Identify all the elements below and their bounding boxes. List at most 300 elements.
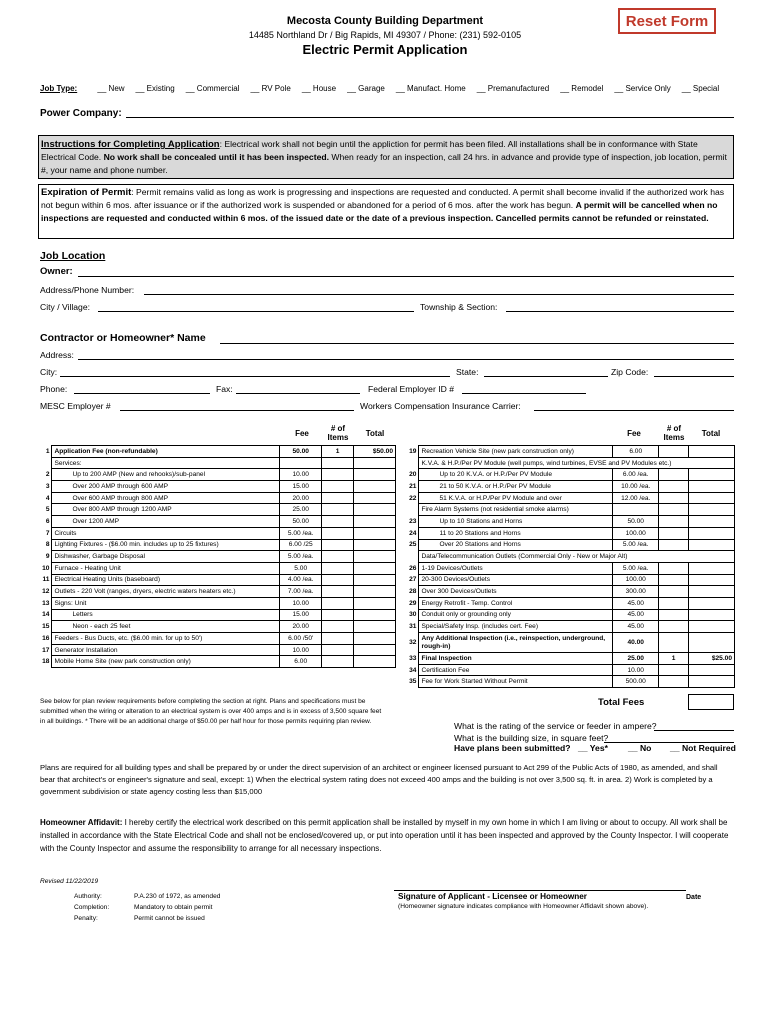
fee-row <box>405 597 735 609</box>
contractor-title: Contractor or Homeowner* Name <box>40 332 206 344</box>
fee-item-fee: 5.00 /ea. <box>280 527 322 539</box>
fee-item-count-field[interactable] <box>659 633 689 653</box>
job-type-option[interactable]: __ Existing <box>135 84 175 93</box>
fee-row <box>38 481 396 493</box>
instructions-heading: Instructions for Completing Application <box>41 139 220 150</box>
state-label: State: <box>456 367 479 377</box>
fee-item-count-field[interactable] <box>659 469 689 481</box>
fee-row <box>405 574 735 586</box>
fee-item-description: Over 1200 AMP <box>52 516 280 528</box>
fee-item-number: 7 <box>38 527 52 539</box>
contractor-city-field[interactable] <box>60 376 450 377</box>
fee-item-count-field[interactable] <box>659 586 689 598</box>
fee-item-description: Up to 200 AMP (New and rehooks)/sub-panel <box>52 469 280 481</box>
total-fees-label: Total Fees <box>598 697 645 708</box>
city-village-field[interactable] <box>98 311 414 312</box>
affidavit-heading: Homeowner Affidavit: <box>40 818 123 827</box>
fee-item-fee: 15.00 <box>280 481 322 493</box>
plans-not-required-option[interactable]: __ Not Required <box>670 743 736 753</box>
plans-yes-option[interactable]: __ Yes* <box>578 743 608 753</box>
fee-item-description: 20-300 Devices/Outlets <box>419 574 613 586</box>
fee-item-total-field[interactable]: $50.00 <box>354 446 396 458</box>
job-type-option[interactable]: __ RV Pole <box>250 84 291 93</box>
fee-item-description: Services: <box>52 457 280 469</box>
fee-item-number: 30 <box>405 609 419 621</box>
fee-row <box>405 516 735 528</box>
fee-table-left <box>38 445 396 668</box>
power-company-field[interactable] <box>126 117 734 118</box>
fee-item-description: Over 200 AMP through 600 AMP <box>52 481 280 493</box>
fee-row <box>38 633 396 645</box>
total-fees-field[interactable] <box>688 694 734 710</box>
fee-item-description: Outlets - 220 Volt (ranges, dryers, electric waters heaters etc.) <box>52 586 280 598</box>
fee-row <box>38 644 396 656</box>
federal-id-label: Federal Employer ID # <box>368 384 454 394</box>
fee-item-description: Data/Telecommunication Outlets (Commercial Only - New or Major Alt) <box>419 551 735 563</box>
fee-item-description: Generator Installation <box>52 644 280 656</box>
fee-row <box>405 481 735 493</box>
fee-item-number: 32 <box>405 633 419 653</box>
city-village-label: City / Village: <box>40 302 90 312</box>
fee-item-fee: 25.00 <box>280 504 322 516</box>
fee-item-fee: 500.00 <box>613 676 659 688</box>
fee-row <box>405 469 735 481</box>
fee-item-number: 1 <box>38 446 52 458</box>
fee-row <box>405 504 735 516</box>
job-type-option[interactable]: __ Remodel <box>560 84 604 93</box>
fee-item-count-field[interactable] <box>322 597 354 609</box>
fee-item-description: 1-19 Devices/Outlets <box>419 562 613 574</box>
fee-item-description: Letters <box>52 609 280 621</box>
fee-item-number: 22 <box>405 492 419 504</box>
fee-item-fee: 100.00 <box>613 527 659 539</box>
fee-item-number: 34 <box>405 664 419 676</box>
fee-item-count-field[interactable]: 1 <box>659 653 689 665</box>
fee-item-fee <box>280 457 322 469</box>
fee-item-number: 3 <box>38 481 52 493</box>
fee-row <box>38 527 396 539</box>
fee-row <box>38 597 396 609</box>
fee-item-count-field[interactable] <box>322 481 354 493</box>
fax-field[interactable] <box>236 393 360 394</box>
fee-item-total-field[interactable] <box>354 656 396 668</box>
fee-row <box>405 633 735 653</box>
job-type-option[interactable]: __ House <box>301 84 337 93</box>
expiration-heading: Expiration of Permit <box>41 187 132 198</box>
fee-item-number: 19 <box>405 446 419 458</box>
mesc-field[interactable] <box>120 410 354 411</box>
plans-requirement-paragraph: Plans are required for all building types and shall be prepared by or under the direct supervision of an architect or engineer licensed pursuant to Act 299 of the Public Acts of 1980, as amended, and shall bear that architect's or engineer's signature and seal, except: 1) When the electrical system rating does not exceed 400 amps and the building is not over 3,500 sq. ft. in area. 2) Work is completed by a government subdivision or state agency costing less than $15,000 <box>40 763 718 796</box>
workers-comp-field[interactable] <box>534 410 734 411</box>
fee-item-count-field[interactable] <box>322 492 354 504</box>
fee-item-count-field[interactable] <box>322 469 354 481</box>
fee-item-total-field[interactable] <box>689 676 735 688</box>
fee-item-total-field[interactable] <box>689 527 735 539</box>
fee-item-count-field[interactable] <box>659 609 689 621</box>
instructions-text: : Electrical work shall not begin until the appliction for permit has been filed. All installations shall be in conformance with State Electrical Code. <box>41 139 698 162</box>
fee-item-count-field[interactable] <box>659 481 689 493</box>
fee-item-count-field[interactable] <box>659 516 689 528</box>
fee-item-fee: 10.00 <box>280 469 322 481</box>
fee-item-number: 15 <box>38 621 52 633</box>
township-field[interactable] <box>506 311 734 312</box>
job-type-option[interactable]: __ Premanufactured <box>476 84 550 93</box>
fee-item-total-field[interactable] <box>689 586 735 598</box>
fee-item-count-field[interactable] <box>659 676 689 688</box>
reset-form-button[interactable]: Reset Form <box>618 8 716 34</box>
fee-item-description: Fee for Work Started Without Permit <box>419 676 613 688</box>
fee-item-total-field[interactable] <box>689 621 735 633</box>
job-type-option[interactable]: __ New <box>97 84 125 93</box>
fee-item-number <box>38 457 52 469</box>
fee-item-fee: 45.00 <box>613 597 659 609</box>
fee-item-description: 11 to 20 Stations and Horns <box>419 527 613 539</box>
fee-item-description: Special/Safety Insp. (includes cert. Fee) <box>419 621 613 633</box>
fee-item-total-field[interactable] <box>689 504 735 516</box>
fee-item-description: Signs: Unit <box>52 597 280 609</box>
fee-item-description: K.V.A. & H.P./Per PV Module (well pumps, wind turbines, EVSE and PV Modules etc.) <box>419 457 735 469</box>
fee-row <box>38 586 396 598</box>
fee-item-total-field[interactable] <box>689 633 735 653</box>
power-company-label: Power Company: <box>40 108 122 119</box>
fee-row <box>38 656 396 668</box>
fee-item-number: 17 <box>38 644 52 656</box>
plans-submitted-question: Have plans been submitted? <box>454 743 571 753</box>
fee-row <box>405 539 735 551</box>
fee-item-description: Electrical Heating Units (baseboard) <box>52 574 280 586</box>
fee-item-count-field[interactable] <box>659 664 689 676</box>
fee-item-description: Dishwasher, Garbage Disposal <box>52 551 280 563</box>
phone-field[interactable] <box>74 393 210 394</box>
job-type-option[interactable]: __ Service Only <box>614 84 671 93</box>
fee-row <box>405 653 735 665</box>
owner-label: Owner: <box>40 266 73 277</box>
fee-item-number: 5 <box>38 504 52 516</box>
fee-item-fee: 100.00 <box>613 574 659 586</box>
fee-item-number <box>405 457 419 469</box>
fee-item-number: 8 <box>38 539 52 551</box>
fee-item-count-field[interactable] <box>322 539 354 551</box>
total-header-right: Total <box>701 429 721 438</box>
fee-item-description: Lighting Fixtures - ($6.00 min. includes up to 25 fixtures) <box>52 539 280 551</box>
fee-row <box>405 664 735 676</box>
fee-item-count-field[interactable] <box>659 446 689 458</box>
fee-item-number: 26 <box>405 562 419 574</box>
job-type-option[interactable]: __ Commercial <box>185 84 240 93</box>
fee-row <box>405 621 735 633</box>
federal-id-field[interactable] <box>462 393 586 394</box>
homeowner-affidavit <box>40 816 734 855</box>
fee-item-total-field[interactable] <box>354 469 396 481</box>
fee-row <box>38 457 396 469</box>
fee-row <box>38 609 396 621</box>
fee-item-fee: 12.00 /ea. <box>613 492 659 504</box>
contractor-address-label: Address: <box>40 350 74 360</box>
owner-field[interactable] <box>78 276 734 277</box>
fee-item-number: 23 <box>405 516 419 528</box>
fee-item-fee: 40.00 <box>613 633 659 653</box>
fee-item-fee: 5.00 /ea. <box>280 551 322 563</box>
fee-item-total-field[interactable] <box>354 551 396 563</box>
fee-item-fee: 50.00 <box>613 516 659 528</box>
fee-item-total-field[interactable] <box>354 457 396 469</box>
fee-item-fee: 45.00 <box>613 621 659 633</box>
fee-item-count-field[interactable] <box>659 527 689 539</box>
fee-item-total-field[interactable] <box>354 597 396 609</box>
job-type-option[interactable]: __ Manufact. Home <box>395 84 466 93</box>
fee-item-number: 21 <box>405 481 419 493</box>
fee-item-total-field[interactable] <box>689 597 735 609</box>
fee-item-total-field[interactable] <box>354 621 396 633</box>
penalty-value: Permit cannot be issued <box>134 915 205 922</box>
fee-item-number: 6 <box>38 516 52 528</box>
state-field[interactable] <box>484 376 608 377</box>
expiration-text: : Permit remains valid as long as work is progressing and inspections are requested and conducted. A permit shall become invalid if the authorized work has not begun within 6 mos. after issuance or if the authorized work is suspended or abandoned for a period of 6 mos. after the work has begun. <box>41 187 725 210</box>
fee-item-number: 29 <box>405 597 419 609</box>
fee-item-count-field[interactable] <box>322 457 354 469</box>
fee-item-fee: 5.00 <box>280 562 322 574</box>
fee-item-count-field[interactable] <box>322 609 354 621</box>
fee-header-right: Fee <box>627 429 641 438</box>
fee-item-number <box>405 551 419 563</box>
fee-item-count-field[interactable] <box>322 574 354 586</box>
fee-item-total-field[interactable] <box>354 516 396 528</box>
fee-item-number: 12 <box>38 586 52 598</box>
fee-item-total-field[interactable] <box>689 469 735 481</box>
fee-row <box>405 586 735 598</box>
fee-row <box>405 551 735 563</box>
fee-item-number: 25 <box>405 539 419 551</box>
fee-item-fee: 20.00 <box>280 621 322 633</box>
penalty-label: Penalty: <box>74 915 98 922</box>
items-header-right: # of Items <box>663 424 685 442</box>
workers-comp-label: Workers Compensation Insurance Carrier: <box>360 401 521 411</box>
fee-item-description: Circuits <box>52 527 280 539</box>
fee-item-number: 10 <box>38 562 52 574</box>
fee-item-count-field[interactable] <box>659 492 689 504</box>
phone-label: Phone: <box>40 384 68 394</box>
fee-item-description: Mobile Home Site (new park construction only) <box>52 656 280 668</box>
fee-item-number: 14 <box>38 609 52 621</box>
fee-item-description: Up to 10 Stations and Horns <box>419 516 613 528</box>
fee-row <box>405 446 735 458</box>
fee-item-number: 4 <box>38 492 52 504</box>
fee-item-count-field[interactable] <box>322 586 354 598</box>
contractor-address-field[interactable] <box>78 359 734 360</box>
fee-item-description: Furnace - Heating Unit <box>52 562 280 574</box>
fee-item-total-field[interactable] <box>689 492 735 504</box>
fee-row <box>38 504 396 516</box>
fee-item-count-field[interactable] <box>659 504 689 516</box>
page-title: Electric Permit Application <box>302 42 468 57</box>
job-type-option[interactable]: __ Garage <box>347 84 385 93</box>
fee-item-count-field[interactable] <box>322 516 354 528</box>
fee-item-description: Over 800 AMP through 1200 AMP <box>52 504 280 516</box>
fee-row <box>38 469 396 481</box>
fee-item-total-field[interactable] <box>689 446 735 458</box>
township-label: Township & Section: <box>420 302 498 312</box>
fee-item-fee: 300.00 <box>613 586 659 598</box>
contractor-city-label: City: <box>40 367 58 377</box>
completion-value: Mandatory to obtain permit <box>134 904 213 911</box>
fee-item-fee: 5.00 /ea. <box>613 562 659 574</box>
fee-item-total-field[interactable] <box>354 586 396 598</box>
fee-row <box>38 446 396 458</box>
address-phone-field[interactable] <box>144 294 734 295</box>
expiration-box <box>38 184 734 239</box>
fee-item-number: 20 <box>405 469 419 481</box>
fee-item-fee: 10.00 /ea. <box>613 481 659 493</box>
fee-item-total-field[interactable] <box>354 633 396 645</box>
fee-item-description: Certification Fee <box>419 664 613 676</box>
plans-no-option[interactable]: __ No <box>628 743 652 753</box>
fee-item-count-field[interactable] <box>659 597 689 609</box>
total-header-left: Total <box>365 429 385 438</box>
instructions-bold: No work shall be concealed until it has been inspected. <box>103 152 329 162</box>
fee-row <box>405 527 735 539</box>
fee-item-fee: 10.00 <box>613 664 659 676</box>
revised-date: Revised 11/22/2019 <box>40 878 99 885</box>
fee-row <box>38 574 396 586</box>
fee-item-total-field[interactable]: $25.00 <box>689 653 735 665</box>
job-type-option[interactable]: __ Special <box>681 84 720 93</box>
fee-item-number: 27 <box>405 574 419 586</box>
fee-row <box>38 492 396 504</box>
instructions-box <box>38 135 734 179</box>
fee-item-description: Application Fee (non-refundable) <box>52 446 280 458</box>
expiration-bold: A permit will be cancelled when no inspections are requested and conducted within 6 mos. of the issued date or the date of a previous inspection. Cancelled permits cannot be refunded or reinstated. <box>41 200 718 223</box>
fee-item-count-field[interactable] <box>322 562 354 574</box>
contractor-name-field[interactable] <box>220 343 734 344</box>
fee-item-fee <box>613 504 659 516</box>
fee-item-number: 13 <box>38 597 52 609</box>
fee-item-number: 31 <box>405 621 419 633</box>
fee-item-fee: 50.00 <box>280 516 322 528</box>
fee-item-number: 9 <box>38 551 52 563</box>
service-rating-question: What is the rating of the service or feeder in ampere? <box>454 721 657 731</box>
fee-item-count-field[interactable] <box>659 539 689 551</box>
fee-item-number: 24 <box>405 527 419 539</box>
fee-item-count-field[interactable]: 1 <box>322 446 354 458</box>
fee-item-description: Neon - each 25 feet <box>52 621 280 633</box>
fee-item-count-field[interactable] <box>322 656 354 668</box>
completion-label: Completion: <box>74 904 110 911</box>
fee-item-total-field[interactable] <box>354 644 396 656</box>
fee-item-total-field[interactable] <box>689 481 735 493</box>
fee-item-total-field[interactable] <box>354 562 396 574</box>
fee-item-description: Over 600 AMP through 800 AMP <box>52 492 280 504</box>
fee-row <box>38 539 396 551</box>
fee-item-total-field[interactable] <box>354 574 396 586</box>
fee-item-description: 51 K.V.A. or H.P./Per PV Module and over <box>419 492 613 504</box>
fee-item-count-field[interactable] <box>322 644 354 656</box>
fee-table-right <box>405 445 735 688</box>
fee-row <box>38 621 396 633</box>
fee-row <box>405 609 735 621</box>
fee-item-count-field[interactable] <box>659 621 689 633</box>
fee-item-total-field[interactable] <box>689 516 735 528</box>
affidavit-text: I hereby certify the electrical work described on this permit application shall be installed by myself in my own home in which I am living or about to occupy. All work shall be installed in accordance with the State Electrical Code and shall not be enclosed/covered up, or put into operation until it has been inspected and approved by the County Inspector. I will cooperate with the County Inspector and assume the responsibility to arrange for all necessary inspections. <box>40 818 729 853</box>
fee-item-count-field[interactable] <box>659 562 689 574</box>
fee-item-fee: 20.00 <box>280 492 322 504</box>
address-phone-label: Address/Phone Number: <box>40 285 135 295</box>
fee-item-description: Conduit only or grounding only <box>419 609 613 621</box>
fee-item-fee: 6.00 <box>280 656 322 668</box>
fee-item-total-field[interactable] <box>354 527 396 539</box>
fee-item-number: 33 <box>405 653 419 665</box>
fee-item-fee: 10.00 <box>280 644 322 656</box>
fee-item-total-field[interactable] <box>354 492 396 504</box>
fee-item-description: Feeders - Bus Ducts, etc. ($6.00 min. for up to 50') <box>52 633 280 645</box>
fee-item-number: 11 <box>38 574 52 586</box>
fee-item-total-field[interactable] <box>689 664 735 676</box>
fee-item-description: Any Additional Inspection (i.e., reinspection, underground, rough-in) <box>419 633 613 653</box>
fee-item-total-field[interactable] <box>689 609 735 621</box>
fee-item-count-field[interactable] <box>659 574 689 586</box>
fee-row <box>405 676 735 688</box>
fee-item-total-field[interactable] <box>354 481 396 493</box>
job-type-row <box>40 84 730 93</box>
fee-item-description: 21 to 50 K.V.A. or H.P./Per PV Module <box>419 481 613 493</box>
fee-item-number <box>405 504 419 516</box>
mesc-label: MESC Employer # <box>40 401 111 411</box>
zip-field[interactable] <box>654 376 734 377</box>
fee-row <box>405 492 735 504</box>
fee-item-number: 35 <box>405 676 419 688</box>
fee-item-count-field[interactable] <box>322 527 354 539</box>
fee-row <box>405 562 735 574</box>
fee-item-description: Recreation Vehicle Site (new park construction only) <box>419 446 613 458</box>
fee-item-total-field[interactable] <box>689 562 735 574</box>
items-header-left: # of Items <box>327 424 349 442</box>
signature-note: (Homeowner signature indicates compliance with Homeowner Affidavit shown above). <box>398 903 649 910</box>
fee-item-total-field[interactable] <box>354 609 396 621</box>
authority-label: Authority: <box>74 893 102 900</box>
date-label: Date <box>686 894 702 901</box>
fee-item-fee: 10.00 <box>280 597 322 609</box>
fee-item-description: Up to 20 K.V.A. or H.P./Per PV Module <box>419 469 613 481</box>
fee-item-count-field[interactable] <box>322 621 354 633</box>
fee-item-fee: 45.00 <box>613 609 659 621</box>
fee-item-number: 18 <box>38 656 52 668</box>
fee-item-total-field[interactable] <box>689 574 735 586</box>
fee-item-description: Energy Retrofit - Temp. Control <box>419 597 613 609</box>
authority-value: P.A.230 of 1972, as amended <box>134 893 221 900</box>
fee-item-fee: 50.00 <box>280 446 322 458</box>
fee-item-description: Over 20 Stations and Horns <box>419 539 613 551</box>
fee-item-description: Fire Alarm Systems (not residential smoke alarms) <box>419 504 613 516</box>
fee-row <box>405 457 735 469</box>
fee-header-left: Fee <box>295 429 309 438</box>
fee-item-total-field[interactable] <box>354 539 396 551</box>
fee-item-count-field[interactable] <box>322 551 354 563</box>
fee-item-total-field[interactable] <box>689 539 735 551</box>
fee-item-fee: 25.00 <box>613 653 659 665</box>
fee-item-total-field[interactable] <box>354 504 396 516</box>
fee-item-description: Final Inspection <box>419 653 613 665</box>
fee-item-number: 28 <box>405 586 419 598</box>
signature-line[interactable] <box>394 890 686 891</box>
fee-item-fee: 6.00 /ea. <box>613 469 659 481</box>
building-size-question: What is the building size, in square feet? <box>454 733 609 743</box>
fee-item-count-field[interactable] <box>322 633 354 645</box>
fee-row <box>38 562 396 574</box>
fee-item-fee: 4.00 /ea. <box>280 574 322 586</box>
plan-review-note: See below for plan review requirements before completing the section at right. Plans and specifications must be submitted when the wiring or alteration to an electrical system is over 400 amps and is in excess of 3,500 square feet in all buildings. * There will be an additional charge of $50.00 per half hour for those permits requiring plan review. <box>40 698 382 725</box>
service-rating-field[interactable] <box>654 730 734 731</box>
fee-item-fee: 6.00 /25 <box>280 539 322 551</box>
fee-item-count-field[interactable] <box>322 504 354 516</box>
